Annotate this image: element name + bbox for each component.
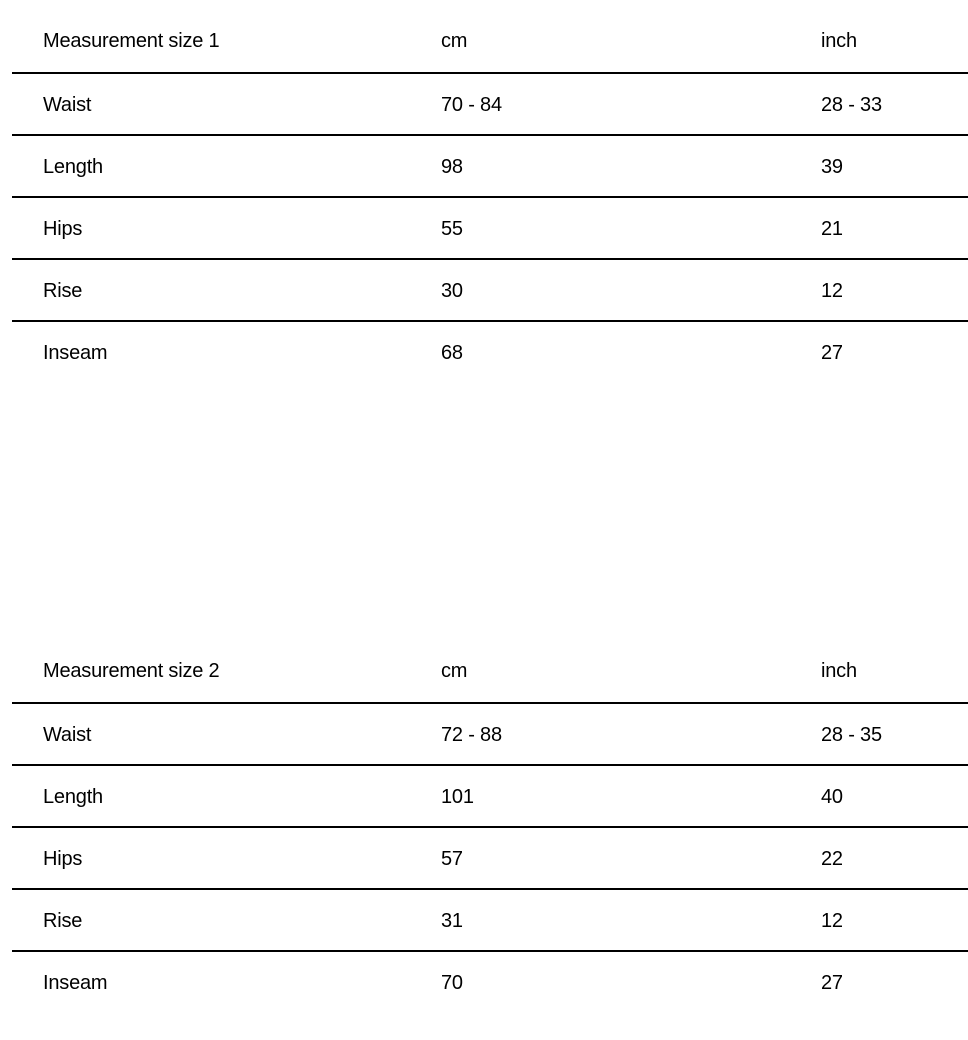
table-row-rise [12,890,968,952]
row-label: Waist [43,94,92,116]
row-inch-value: 12 [821,280,843,302]
header-inch-label: inch [821,660,857,682]
row-cm-value: 55 [441,218,463,240]
row-label: Rise [43,910,83,932]
row-cm-value: 101 [441,786,474,808]
row-label: Hips [43,848,83,870]
table-row-length [12,766,968,828]
measurement-table-size-1 [12,10,968,384]
header-measurement-label: Measurement size 1 [43,30,220,52]
row-cm-value: 98 [441,156,463,178]
header-measurement-label: Measurement size 2 [43,660,220,682]
row-inch-value: 28 - 33 [821,94,882,116]
table-row-hips [12,828,968,890]
row-label: Length [43,786,103,808]
row-cm-value: 70 [441,972,463,994]
row-cm-value: 30 [441,280,463,302]
table-header-row [12,10,968,74]
header-cm-label: cm [441,30,468,52]
table-row-hips [12,198,968,260]
row-cm-value: 72 - 88 [441,724,502,746]
row-label: Inseam [43,972,108,994]
table-row-waist [12,704,968,766]
measurement-table-size-2 [12,640,968,1014]
row-cm-value: 68 [441,342,463,364]
row-inch-value: 21 [821,218,843,240]
table-row-length [12,136,968,198]
row-cm-value: 31 [441,910,463,932]
table-row-inseam [12,952,968,1014]
header-inch-label: inch [821,30,857,52]
row-inch-value: 39 [821,156,843,178]
header-cm-label: cm [441,660,468,682]
row-inch-value: 27 [821,972,843,994]
row-label: Rise [43,280,83,302]
row-label: Hips [43,218,83,240]
row-label: Waist [43,724,92,746]
table-row-inseam [12,322,968,384]
row-inch-value: 12 [821,910,843,932]
row-inch-value: 28 - 35 [821,724,882,746]
row-label: Length [43,156,103,178]
table-row-rise [12,260,968,322]
row-inch-value: 40 [821,786,843,808]
row-cm-value: 57 [441,848,463,870]
table-header-row [12,640,968,704]
row-inch-value: 27 [821,342,843,364]
row-inch-value: 22 [821,848,843,870]
row-label: Inseam [43,342,108,364]
row-cm-value: 70 - 84 [441,94,502,116]
table-row-waist [12,74,968,136]
